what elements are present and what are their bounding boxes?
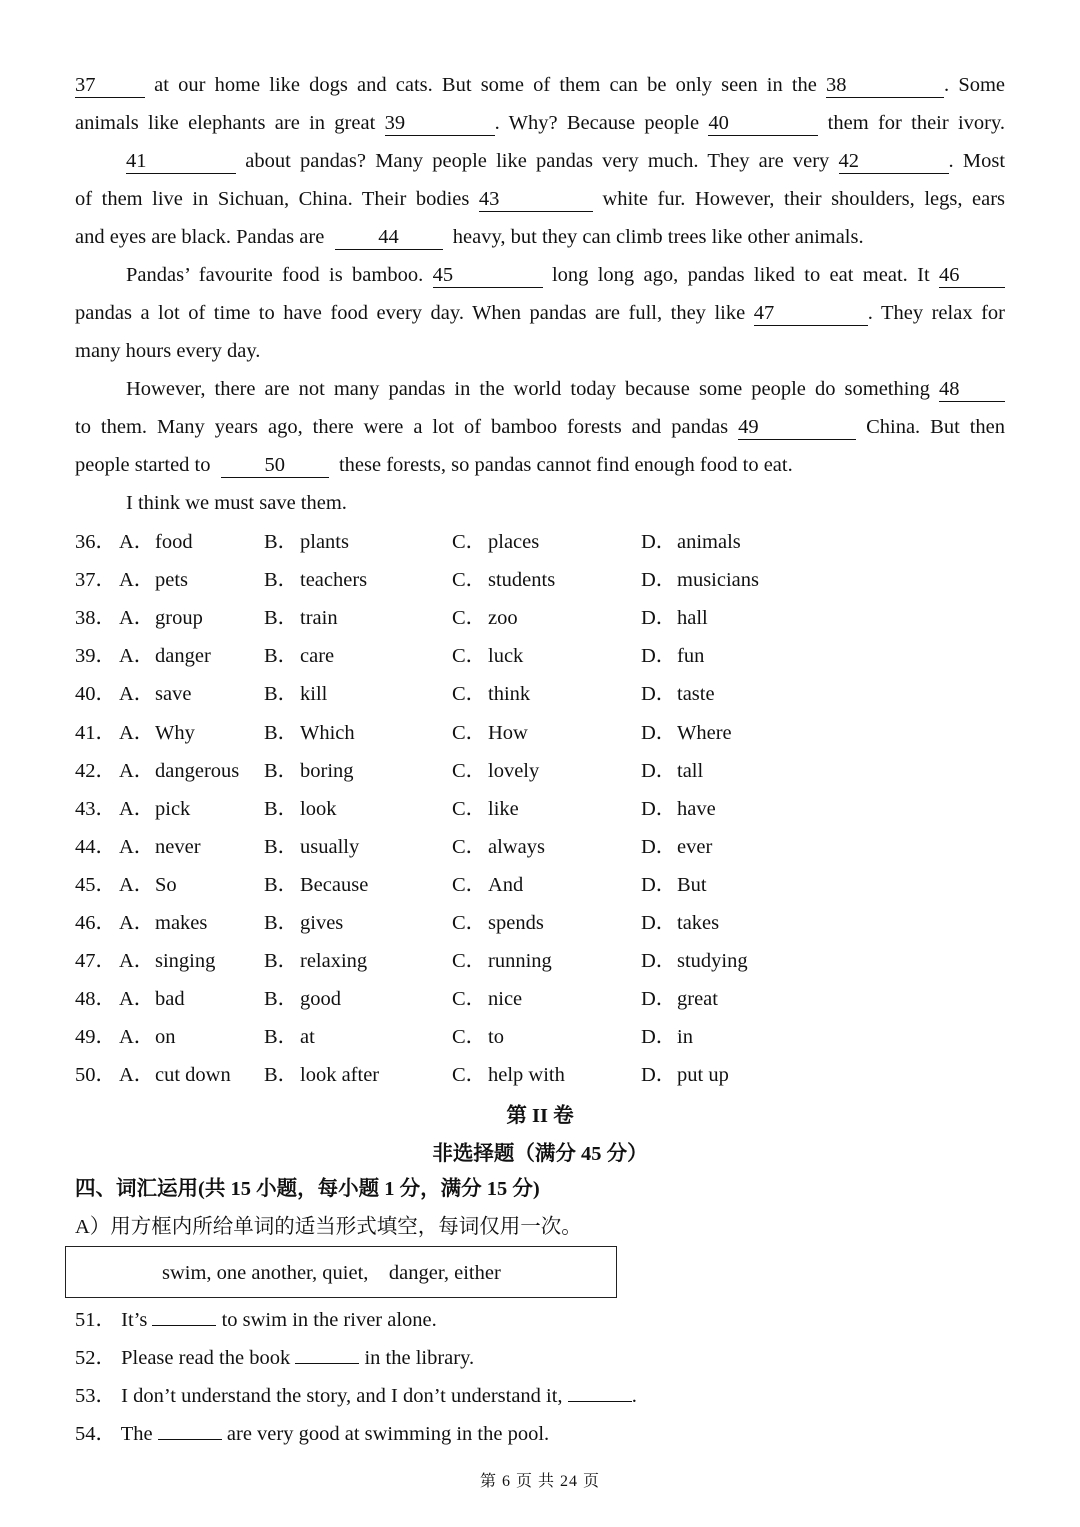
blank-37: 37 [75, 73, 145, 98]
option-letter: D． [641, 797, 677, 820]
option-letter: C． [452, 607, 487, 630]
passage-line-8: many hours every day. [75, 340, 261, 362]
option-text: running [488, 950, 552, 973]
blank-40: 40 [708, 111, 818, 136]
option-a[interactable] [119, 1056, 231, 1094]
option-text: But [677, 873, 707, 896]
part4-heading: 四、词汇运用(共 15 小题，每小题 1 分，满分 15 分) [75, 1178, 540, 1200]
option-text: fun [677, 645, 705, 668]
answer-blank[interactable] [568, 1379, 632, 1402]
option-a[interactable] [119, 561, 188, 599]
option-letter: B． [264, 607, 299, 630]
option-b[interactable] [264, 828, 359, 866]
option-text: food [155, 531, 193, 553]
option-c[interactable] [452, 523, 539, 561]
option-letter: C． [452, 988, 487, 1011]
option-a[interactable] [119, 790, 190, 828]
question-row [0, 1056, 1080, 1094]
option-a[interactable] [119, 1018, 176, 1056]
option-letter: C． [452, 721, 487, 744]
fill-question: 52． Please read the book in the library. [75, 1339, 474, 1377]
page-footer: 第 6 页 共 24 页 [479, 1473, 600, 1490]
option-b[interactable] [264, 904, 343, 942]
option-b[interactable] [264, 866, 368, 904]
option-text: boring [300, 759, 354, 782]
option-text: usually [300, 835, 360, 858]
option-b[interactable] [264, 980, 341, 1018]
option-text: zoo [488, 607, 518, 630]
question-number: 50． [75, 1064, 116, 1087]
option-text: think [488, 683, 531, 706]
option-letter: A． [119, 1026, 155, 1049]
option-c[interactable] [452, 980, 522, 1018]
option-d[interactable] [641, 1018, 693, 1056]
passage-line-5: and eyes are black. Pandas are 44 heavy, but they can climb trees like other animals. [75, 226, 864, 248]
option-text: ever [677, 835, 713, 858]
option-text: students [488, 569, 556, 592]
option-b[interactable] [264, 714, 355, 752]
option-text: animals [677, 531, 741, 553]
option-a[interactable] [119, 523, 193, 561]
option-c[interactable] [452, 599, 518, 637]
option-letter: A． [119, 835, 155, 858]
option-letter: C． [452, 873, 487, 896]
blank-46: 46 [939, 263, 1005, 288]
option-text: on [155, 1026, 176, 1049]
question-row [0, 866, 1080, 904]
option-d[interactable] [641, 714, 732, 752]
passage-line-1: 37 at our home like dogs and cats. But some of them can be only seen in the 38 . Some [75, 74, 1006, 96]
option-text: Because [300, 873, 369, 896]
option-c[interactable] [452, 714, 528, 752]
fill-question: 54． The are very good at swimming in the pool. [75, 1415, 549, 1453]
option-b[interactable] [264, 790, 336, 828]
question-number: 46． [75, 912, 116, 934]
option-letter: B． [264, 988, 299, 1011]
option-b[interactable] [264, 752, 354, 790]
option-text: singing [155, 950, 216, 973]
option-letter: B． [264, 797, 299, 820]
fill-question: 53． I don’t understand the story, and I don’t understand it, . [75, 1377, 637, 1415]
question-number: 48． [75, 988, 116, 1011]
option-text: danger [155, 645, 211, 668]
option-letter: D． [641, 1064, 677, 1087]
option-text: lovely [488, 759, 540, 782]
question-number: 36． [75, 531, 116, 553]
passage-line-2: animals like elephants are in great 39 . Why? Because people 40 them for their ivory. [75, 112, 1006, 134]
option-c[interactable] [452, 675, 530, 713]
question-row [0, 752, 1080, 790]
blank-43: 43 [479, 187, 593, 212]
question-number: 44． [75, 835, 116, 858]
question-row [0, 790, 1080, 828]
question-number: 40． [75, 683, 116, 706]
option-d[interactable] [641, 866, 707, 904]
option-b[interactable] [264, 675, 327, 713]
blank-42: 42 [839, 149, 949, 174]
option-text: train [300, 607, 338, 630]
question-number: 42． [75, 759, 116, 782]
option-text: have [677, 797, 716, 820]
option-letter: D． [641, 645, 677, 668]
option-c[interactable] [452, 637, 523, 675]
option-text: never [155, 835, 201, 858]
option-text: in [677, 1026, 693, 1049]
option-letter: B． [264, 835, 299, 858]
blank-50: 50 [221, 453, 329, 478]
word-box-text: swim, one another, quiet, danger, either [162, 1262, 501, 1284]
option-text: And [488, 873, 524, 896]
passage-line-6: Pandas’ favourite food is bamboo. 45 long long ago, pandas liked to eat meat. It 46 [126, 256, 1005, 294]
option-text: at [300, 1026, 315, 1049]
option-d[interactable] [641, 942, 748, 980]
question-row [0, 637, 1080, 675]
option-letter: C． [452, 797, 487, 820]
option-d[interactable] [641, 828, 712, 866]
blank-41: 41 [126, 149, 236, 174]
word-box [65, 1246, 617, 1298]
option-c[interactable] [452, 1056, 565, 1094]
option-letter: D． [641, 721, 677, 744]
option-letter: C． [452, 1064, 487, 1087]
option-text: studying [677, 950, 748, 973]
option-letter: C． [452, 683, 487, 706]
option-letter: A． [119, 645, 155, 668]
option-text: relaxing [300, 950, 368, 973]
fill-question: 51． It’s to swim in the river alone. [75, 1301, 437, 1339]
option-letter: A． [119, 1064, 155, 1087]
option-text: good [300, 988, 341, 1011]
option-letter: D． [641, 873, 677, 896]
option-text: Why [155, 721, 195, 744]
question-number: 45． [75, 873, 116, 896]
blank-49: 49 [738, 415, 856, 440]
option-text: always [488, 835, 545, 858]
option-c[interactable] [452, 942, 552, 980]
blank-38: 38 [826, 73, 944, 98]
section-title: 第 II 卷 [506, 1105, 574, 1127]
option-letter: B． [264, 873, 299, 896]
option-text: like [488, 797, 519, 820]
option-c[interactable] [452, 752, 539, 790]
option-a[interactable] [119, 866, 177, 904]
option-d[interactable] [641, 752, 703, 790]
blank-47: 47 [754, 301, 868, 326]
question-row [0, 523, 1080, 561]
option-a[interactable] [119, 904, 207, 942]
option-c[interactable] [452, 866, 523, 904]
option-letter: D． [641, 683, 677, 706]
option-letter: B． [264, 950, 299, 973]
option-text: dangerous [155, 759, 240, 782]
section-subtitle: 非选择题（满分 45 分） [432, 1143, 648, 1165]
option-letter: D． [641, 912, 677, 934]
option-letter: A． [119, 759, 155, 782]
question-row [0, 714, 1080, 752]
blank-45: 45 [433, 263, 543, 288]
option-letter: A． [119, 569, 155, 592]
option-text: help with [488, 1064, 565, 1087]
question-row [0, 561, 1080, 599]
option-text: takes [677, 912, 720, 934]
option-b[interactable] [264, 942, 367, 980]
option-b[interactable] [264, 561, 367, 599]
option-d[interactable] [641, 637, 704, 675]
answer-blank[interactable] [158, 1417, 222, 1440]
option-d[interactable] [641, 904, 719, 942]
option-text: save [155, 683, 192, 706]
question-number: 43． [75, 797, 116, 820]
question-number: 41． [75, 721, 116, 744]
option-letter: D． [641, 759, 677, 782]
option-letter: A． [119, 912, 155, 934]
option-text: pick [155, 797, 191, 820]
option-letter: B． [264, 721, 299, 744]
option-letter: C． [452, 835, 487, 858]
option-a[interactable] [119, 599, 203, 637]
option-letter: C． [452, 645, 487, 668]
option-text: nice [488, 988, 523, 1011]
option-letter: A． [119, 683, 155, 706]
passage-line-7: pandas a lot of time to have food every day. When pandas are full, they like 47 . They relax for [75, 302, 1005, 324]
option-text: hall [677, 607, 708, 630]
question-number: 47． [75, 950, 116, 973]
option-text: care [300, 645, 335, 668]
option-text: bad [155, 988, 185, 1011]
question-row [0, 904, 1080, 942]
passage-line-9: However, there are not many pandas in the world today because some people do something 48 [126, 370, 1005, 408]
question-row [0, 828, 1080, 866]
option-a[interactable] [119, 637, 211, 675]
option-text: group [155, 607, 203, 630]
option-text: look after [300, 1064, 380, 1087]
option-letter: C． [452, 912, 487, 934]
question-number: 49． [75, 1026, 116, 1049]
option-letter: D． [641, 531, 677, 553]
option-a[interactable] [119, 752, 239, 790]
option-b[interactable] [264, 599, 338, 637]
option-text: places [488, 531, 540, 553]
option-text: So [155, 873, 177, 896]
option-letter: A． [119, 988, 155, 1011]
option-text: great [677, 988, 718, 1011]
question-number: 39． [75, 645, 116, 668]
option-text: put up [677, 1064, 729, 1087]
option-b[interactable] [264, 523, 349, 561]
option-letter: D． [641, 835, 677, 858]
option-letter: D． [641, 1026, 677, 1049]
question-number: 37． [75, 569, 116, 592]
option-text: Where [677, 721, 732, 744]
option-text: look [300, 797, 337, 820]
option-b[interactable] [264, 1056, 379, 1094]
question-row [0, 942, 1080, 980]
option-c[interactable] [452, 561, 555, 599]
answer-blank[interactable] [295, 1341, 359, 1364]
blank-44: 44 [335, 225, 443, 250]
option-letter: A． [119, 873, 155, 896]
option-text: luck [488, 645, 524, 668]
option-letter: D． [641, 569, 677, 592]
option-b[interactable] [264, 1018, 315, 1056]
option-letter: C． [452, 759, 487, 782]
option-letter: C． [452, 569, 487, 592]
option-b[interactable] [264, 637, 334, 675]
option-d[interactable] [641, 561, 759, 599]
option-letter: B． [264, 531, 299, 553]
blank-48: 48 [939, 377, 1005, 402]
option-d[interactable] [641, 599, 708, 637]
option-letter: A． [119, 721, 155, 744]
question-row [0, 599, 1080, 637]
question-row [0, 675, 1080, 713]
option-text: to [488, 1026, 504, 1049]
option-c[interactable] [452, 904, 544, 942]
option-text: cut down [155, 1064, 231, 1087]
option-letter: B． [264, 759, 299, 782]
option-a[interactable] [119, 828, 201, 866]
answer-blank[interactable] [152, 1303, 216, 1326]
option-text: spends [488, 912, 544, 934]
option-text: plants [300, 531, 349, 553]
blank-39: 39 [385, 111, 495, 136]
passage-line-12: I think we must save them. [126, 492, 347, 514]
option-letter: A． [119, 607, 155, 630]
passage-line-4: of them live in Sichuan, China. Their bodies 43 white fur. However, their shoulders, legs, ears [75, 188, 1006, 210]
question-row [0, 1018, 1080, 1056]
option-letter: C． [452, 1026, 487, 1049]
option-text: musicians [677, 569, 759, 592]
option-text: How [488, 721, 528, 744]
option-letter: D． [641, 607, 677, 630]
option-a[interactable] [119, 714, 195, 752]
passage-line-10: to them. Many years ago, there were a lot of bamboo forests and pandas 49 China. But then [75, 416, 1006, 438]
passage-line-11: people started to 50 these forests, so pandas cannot find enough food to eat. [75, 454, 793, 476]
option-letter: C． [452, 531, 487, 553]
option-text: makes [155, 912, 208, 934]
option-letter: A． [119, 531, 155, 553]
option-c[interactable] [452, 790, 519, 828]
option-a[interactable] [119, 942, 215, 980]
option-text: tall [677, 759, 704, 782]
option-letter: B． [264, 1026, 299, 1049]
option-letter: B． [264, 1064, 299, 1087]
question-row [0, 980, 1080, 1018]
option-letter: D． [641, 988, 677, 1011]
option-letter: B． [264, 912, 299, 934]
option-text: kill [300, 683, 328, 706]
part4a-instruction: A）用方框内所给单词的适当形式填空，每词仅用一次。 [75, 1216, 582, 1238]
option-text: taste [677, 683, 715, 706]
option-letter: B． [264, 569, 299, 592]
option-d[interactable] [641, 980, 718, 1018]
option-c[interactable] [452, 828, 545, 866]
option-a[interactable] [119, 980, 185, 1018]
option-text: teachers [300, 569, 368, 592]
option-d[interactable] [641, 790, 716, 828]
option-letter: C． [452, 950, 487, 973]
option-d[interactable] [641, 523, 741, 561]
option-letter: A． [119, 950, 155, 973]
option-letter: B． [264, 645, 299, 668]
option-letter: D． [641, 950, 677, 973]
question-number: 38． [75, 607, 116, 630]
option-d[interactable] [641, 1056, 729, 1094]
option-text: pets [155, 569, 189, 592]
passage-line-3: 41 about pandas? Many people like pandas very much. They are very 42 . Most [126, 150, 1006, 172]
option-text: gives [300, 912, 344, 934]
option-letter: B． [264, 683, 299, 706]
option-letter: A． [119, 797, 155, 820]
option-c[interactable] [452, 1018, 504, 1056]
option-d[interactable] [641, 675, 715, 713]
option-a[interactable] [119, 675, 191, 713]
option-text: Which [300, 721, 355, 744]
